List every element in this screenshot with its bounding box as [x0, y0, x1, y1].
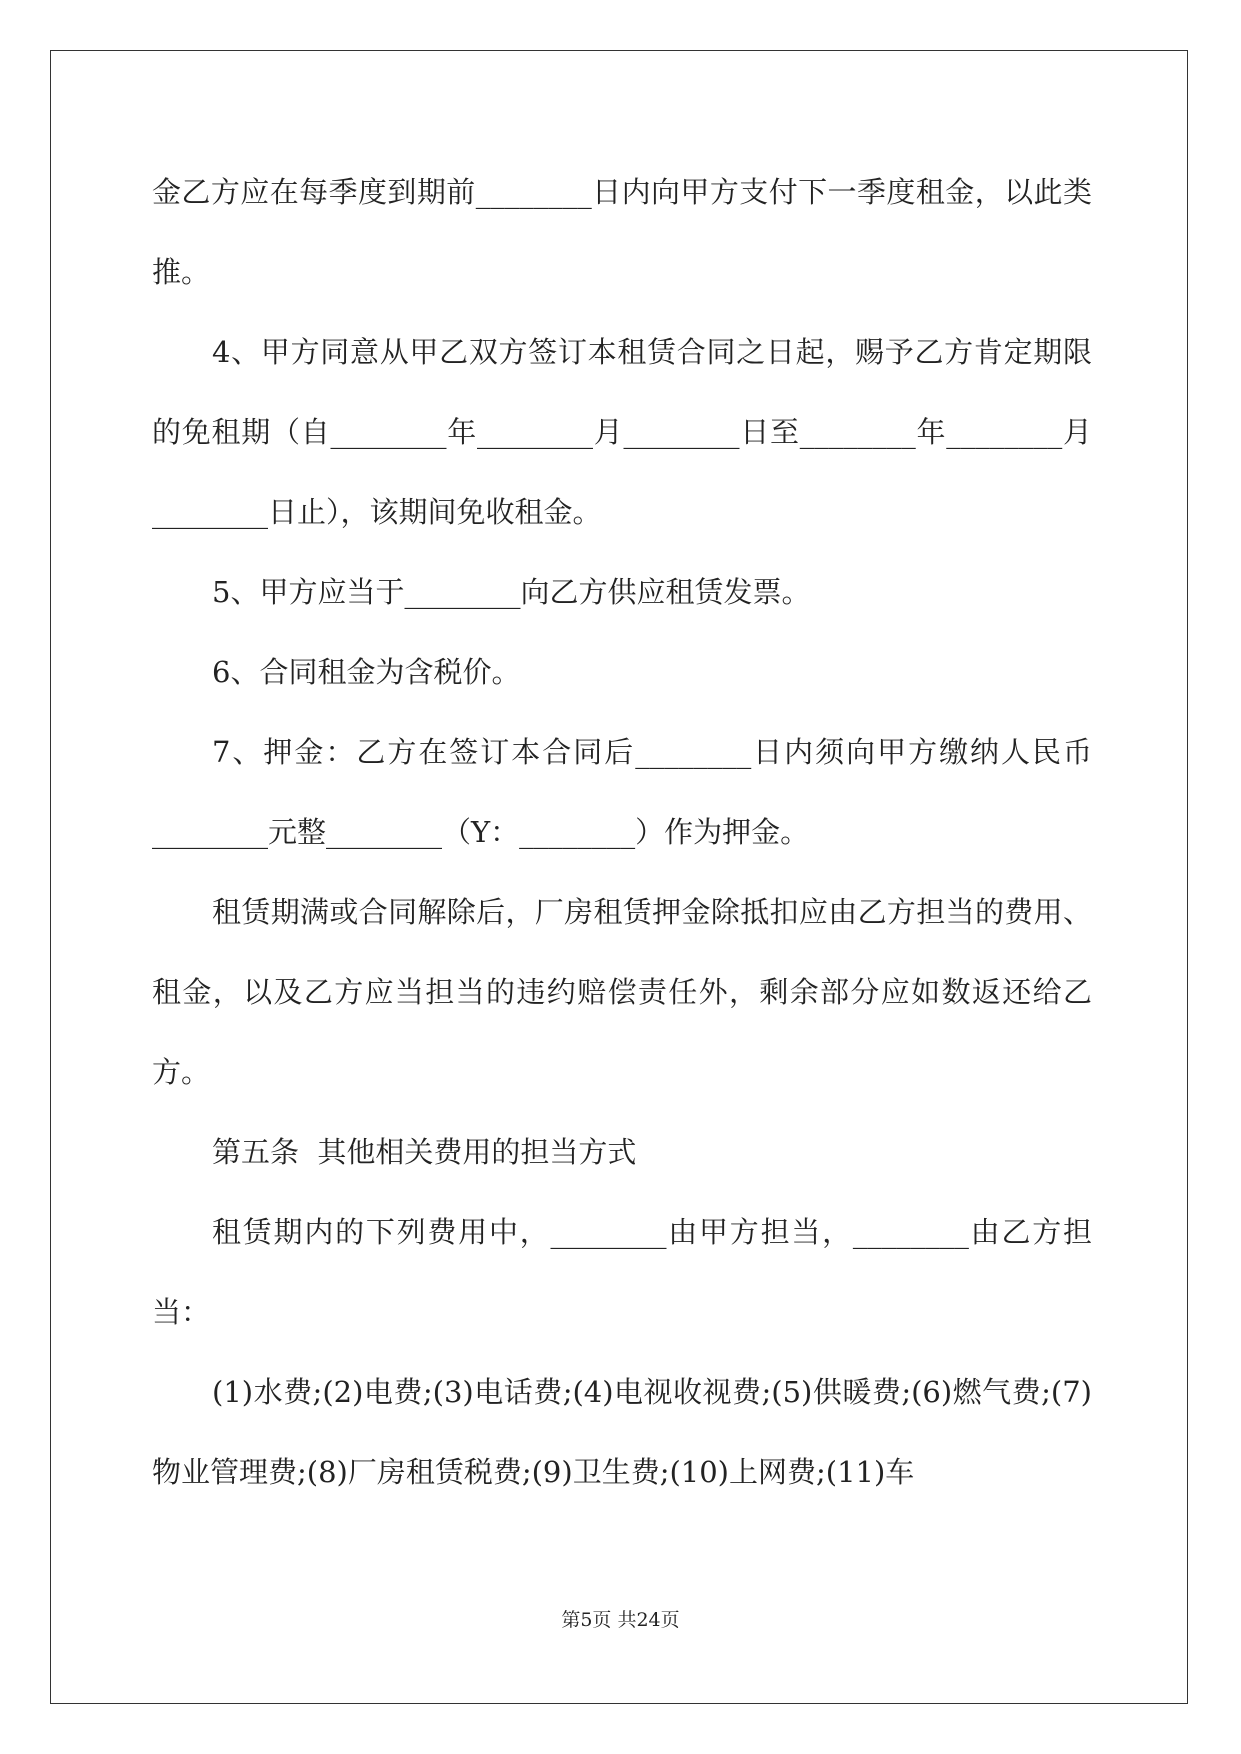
article-5-heading: 第五条 其他相关费用的担当方式: [212, 1135, 637, 1169]
paragraph-clause-5-invoice: 5、甲方应当于________向乙方供应租赁发票。: [212, 575, 811, 609]
paragraph-clause-4-rent-free-period: 4、甲方同意从甲乙双方签订本租赁合同之日起，赐予乙方肯定期限的免租期（自________年________月________日至________年________月________日止），该期间免收租金。: [152, 335, 1092, 529]
paragraph-clause-6-tax-inclusive: 6、合同租金为含税价。: [212, 655, 521, 689]
document-body: [152, 152, 1092, 1512]
paragraph-fee-list: (1)水费;(2)电费;(3)电话费;(4)电视收视费;(5)供暖费;(6)燃气费;(7)物业管理费;(8)厂房租赁税费;(9)卫生费;(10)上网费;(11)车: [152, 1375, 1092, 1489]
page-number-footer: 第5页 共24页: [561, 1609, 680, 1631]
paragraph-deposit-return: 租赁期满或合同解除后，厂房租赁押金除抵扣应由乙方担当的费用、租金，以及乙方应当担当的违约赔偿责任外，剩余部分应如数返还给乙方。: [152, 895, 1092, 1089]
paragraph-clause-7-deposit: 7、押金：乙方在签订本合同后________日内须向甲方缴纳人民币________元整________（Y：________）作为押金。: [152, 735, 1092, 849]
paragraph-fee-allocation: 租赁期内的下列费用中，________由甲方担当，________由乙方担当：: [152, 1215, 1092, 1329]
paragraph-rent-payment-continued: 金乙方应在每季度到期前________日内向甲方支付下一季度租金，以此类推。: [152, 175, 1092, 289]
